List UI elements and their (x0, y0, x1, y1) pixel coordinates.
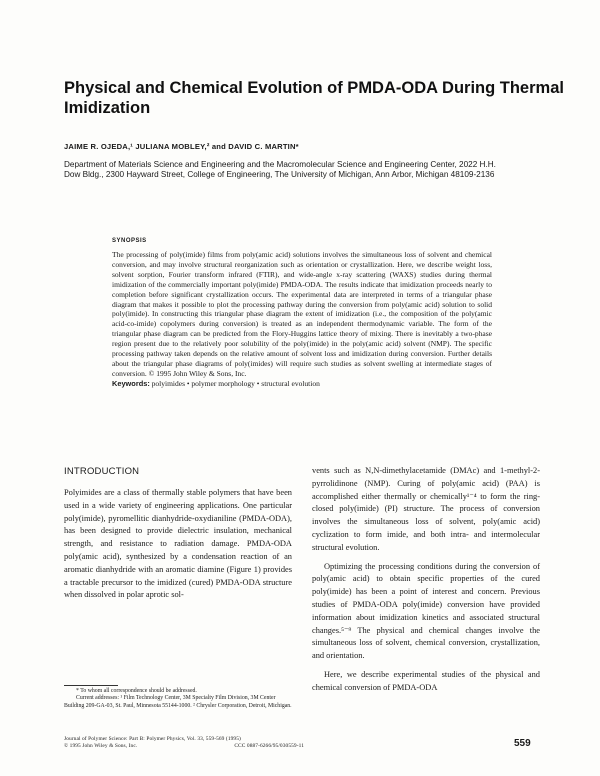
intro-paragraph-2: vents such as N,N-dimethylacetamide (DMAc) and 1-methyl-2-pyrrolidinone (NMP). Curing of poly(amic acid) (PAA) is accomplished either thermally or chemically¹⁻⁴ to form the ring-closed poly(imide) (PI) structure. The process of conversion involves the simultaneous loss of solvent, poly(amic acid) cyclization to form imide, and both intra- and intermolecular structural evolution. (312, 466, 540, 552)
affiliation: Department of Materials Science and Engineering and the Macromolecular Science and Engineering Center, 2022 H.H. Dow Bldg., 2300 Hayward Street, College of Engineering, The University of Michigan, Ann Arbor, Michigan 48109-2136 (64, 160, 496, 180)
right-column (312, 465, 540, 695)
synopsis (112, 250, 492, 389)
intro-paragraph-3: Optimizing the processing conditions during the conversion of poly(amic acid) to obtain specific properties of the cured poly(imide) has been a point of interest and concern. Previous studies of PMDA-ODA poly(imide) conversion have provided information about imidization kinetics and associated structural changes.⁵⁻⁹ The physical and chemical changes involve the simultaneous loss of solvent, chemical conversion, crystallization, and orientation. (312, 561, 540, 661)
journal-citation: Journal of Polymer Science: Part B: Polymer Physics, Vol. 33, 559-569 (1995) (64, 736, 241, 742)
synopsis-body: The processing of poly(imide) films from poly(amic acid) solutions involves the simultaneous loss of solvent and chemical conversion, and may involve structural reorganization such as orientation or crystallization. Here, we describe weight loss, solvent sorption, Fourier transform infrared (FTIR), and wide-angle x-ray scattering (WAXS) studies during thermal imidization of the commercially important poly(imide) PMDA-ODA. The results indicate that imidization proceeds nearly to completion before significant crystallization occurs. The experimental data are interpreted in terms of a triangular phase diagram that makes it possible to plot the processing pathway during the conversion from poly(amic acid) solution to solid poly(imide). In constructing this triangular phase diagram the extent of imidization (i.e., the composition of the poly(amic acid-co-imide) copolymers during conversion) is treated as an independent thermodynamic variable. The form of the triangular phase diagram can be predicted from the Flory-Huggins lattice theory of mixing. There is inevitably a two-phase region present due to the relatively poor solubility of the poly(imide) in the poly(amic acid) solvent (NMP). The specific processing pathway taken depends on the relative amount of solvent loss and imidization during conversion. Further details about the triangular phase diagrams of poly(imides) will require such studies as solvent swelling at intermediate stages of conversion. © 1995 John Wiley & Sons, Inc. (112, 250, 492, 378)
page-number: 559 (514, 738, 531, 749)
author-list: JAIME R. OJEDA,¹ JULIANA MOBLEY,² and DAVID C. MARTIN* (64, 142, 299, 151)
intro-paragraph-4: Here, we describe experimental studies of the physical and chemical conversion of PMDA-ODA (312, 669, 540, 692)
keywords-label: Keywords: (112, 378, 150, 388)
keywords-list: polyimides • polymer morphology • structural evolution (151, 378, 320, 388)
footnote-corresponding: * To whom all correspondence should be addressed. (76, 688, 197, 694)
paper-title: Physical and Chemical Evolution of PMDA-ODA During Thermal Imidization (64, 79, 564, 117)
journal-copyright: © 1995 John Wiley & Sons, Inc. (64, 743, 138, 749)
section-heading-introduction: INTRODUCTION (64, 466, 140, 477)
synopsis-heading: SYNOPSIS (112, 238, 147, 244)
footnote-addresses: Current addresses: ¹ Film Technology Center, 3M Specialty Film Division, 3M Center Building 209-GA-03, St. Paul, Minnesota 55144-1000. ² Chrysler Corporation, Detroit, Michigan. (64, 695, 292, 709)
keywords (112, 379, 492, 389)
left-column (64, 487, 292, 602)
footnote-divider (64, 685, 118, 686)
journal-info (64, 736, 304, 750)
footnotes (64, 688, 292, 710)
journal-ccc: CCC 0887-6266/95/030559-11 (234, 743, 304, 749)
intro-paragraph-1: Polyimides are a class of thermally stable polymers that have been used in a wide variety of engineering applications. One particular poly(imide), pyromellitic dianhydride-oxydianiline (PMDA-ODA), has been designed to provide dielectric insulation, mechanical strength, and resistance to radiation damage. PMDA-ODA poly(amic acid), synthesized by a condensation reaction of an aromatic dianhydride with an aromatic diamine (Figure 1) provides a tractable precursor to the imidized (cured) PMDA-ODA structure when dissolved in polar aprotic sol- (64, 488, 292, 600)
